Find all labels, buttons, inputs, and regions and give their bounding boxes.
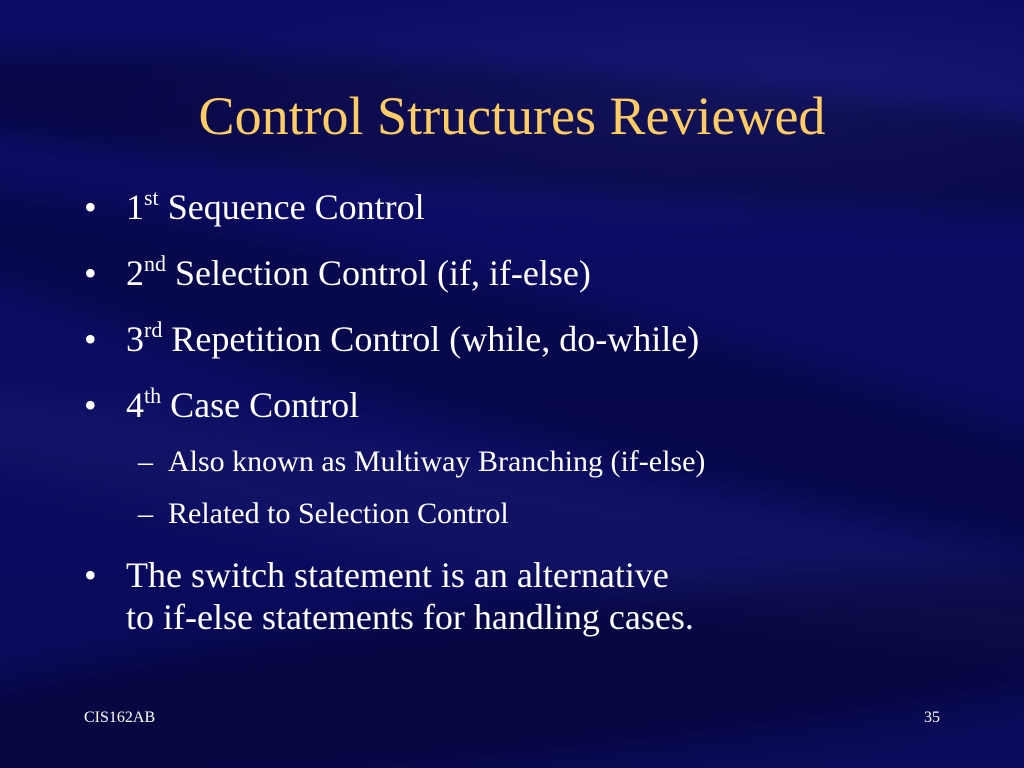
bullet-item [84,384,964,426]
bullet-number: 3 [126,319,144,359]
bullet-number: 4 [126,385,144,425]
sub-bullet-text: Also known as Multiway Branching (if-else) [168,445,706,478]
bullet-icon: • [84,319,97,359]
bullet-text: Repetition Control (while, do-while) [162,319,700,359]
bullet-ordinal-suffix: th [144,383,162,408]
bullet-icon: • [84,385,97,425]
bullet-item [84,554,964,638]
footer-page-number: 35 [924,709,940,726]
bullet-icon: • [84,253,97,293]
bullet-list [84,186,964,662]
bullet-ordinal-suffix: rd [144,317,163,342]
footer-course: CIS162AB [84,709,156,726]
bullet-text: Selection Control (if, if-else) [166,253,591,293]
bullet-item [84,318,964,360]
bullet-text-line: The switch statement is an alternative [126,555,669,595]
sub-bullet-text: Related to Selection Control [168,497,509,530]
dash-icon: – [138,445,153,478]
bullet-text: Case Control [161,385,360,425]
bullet-text: Sequence Control [158,187,425,227]
bullet-text-line: to if-else statements for handling cases. [126,597,694,637]
bullet-number: 2 [126,253,144,293]
sub-bullet-item [84,444,964,480]
bullet-item [84,252,964,294]
dash-icon: – [138,497,153,530]
bullet-ordinal-suffix: nd [144,251,166,276]
bullet-item [84,186,964,228]
slide-title: Control Structures Reviewed [198,86,826,146]
bullet-number: 1 [126,187,144,227]
bullet-icon: • [84,187,97,227]
bullet-icon: • [84,555,97,595]
bullet-ordinal-suffix: st [144,185,159,210]
sub-bullet-item [84,496,964,532]
